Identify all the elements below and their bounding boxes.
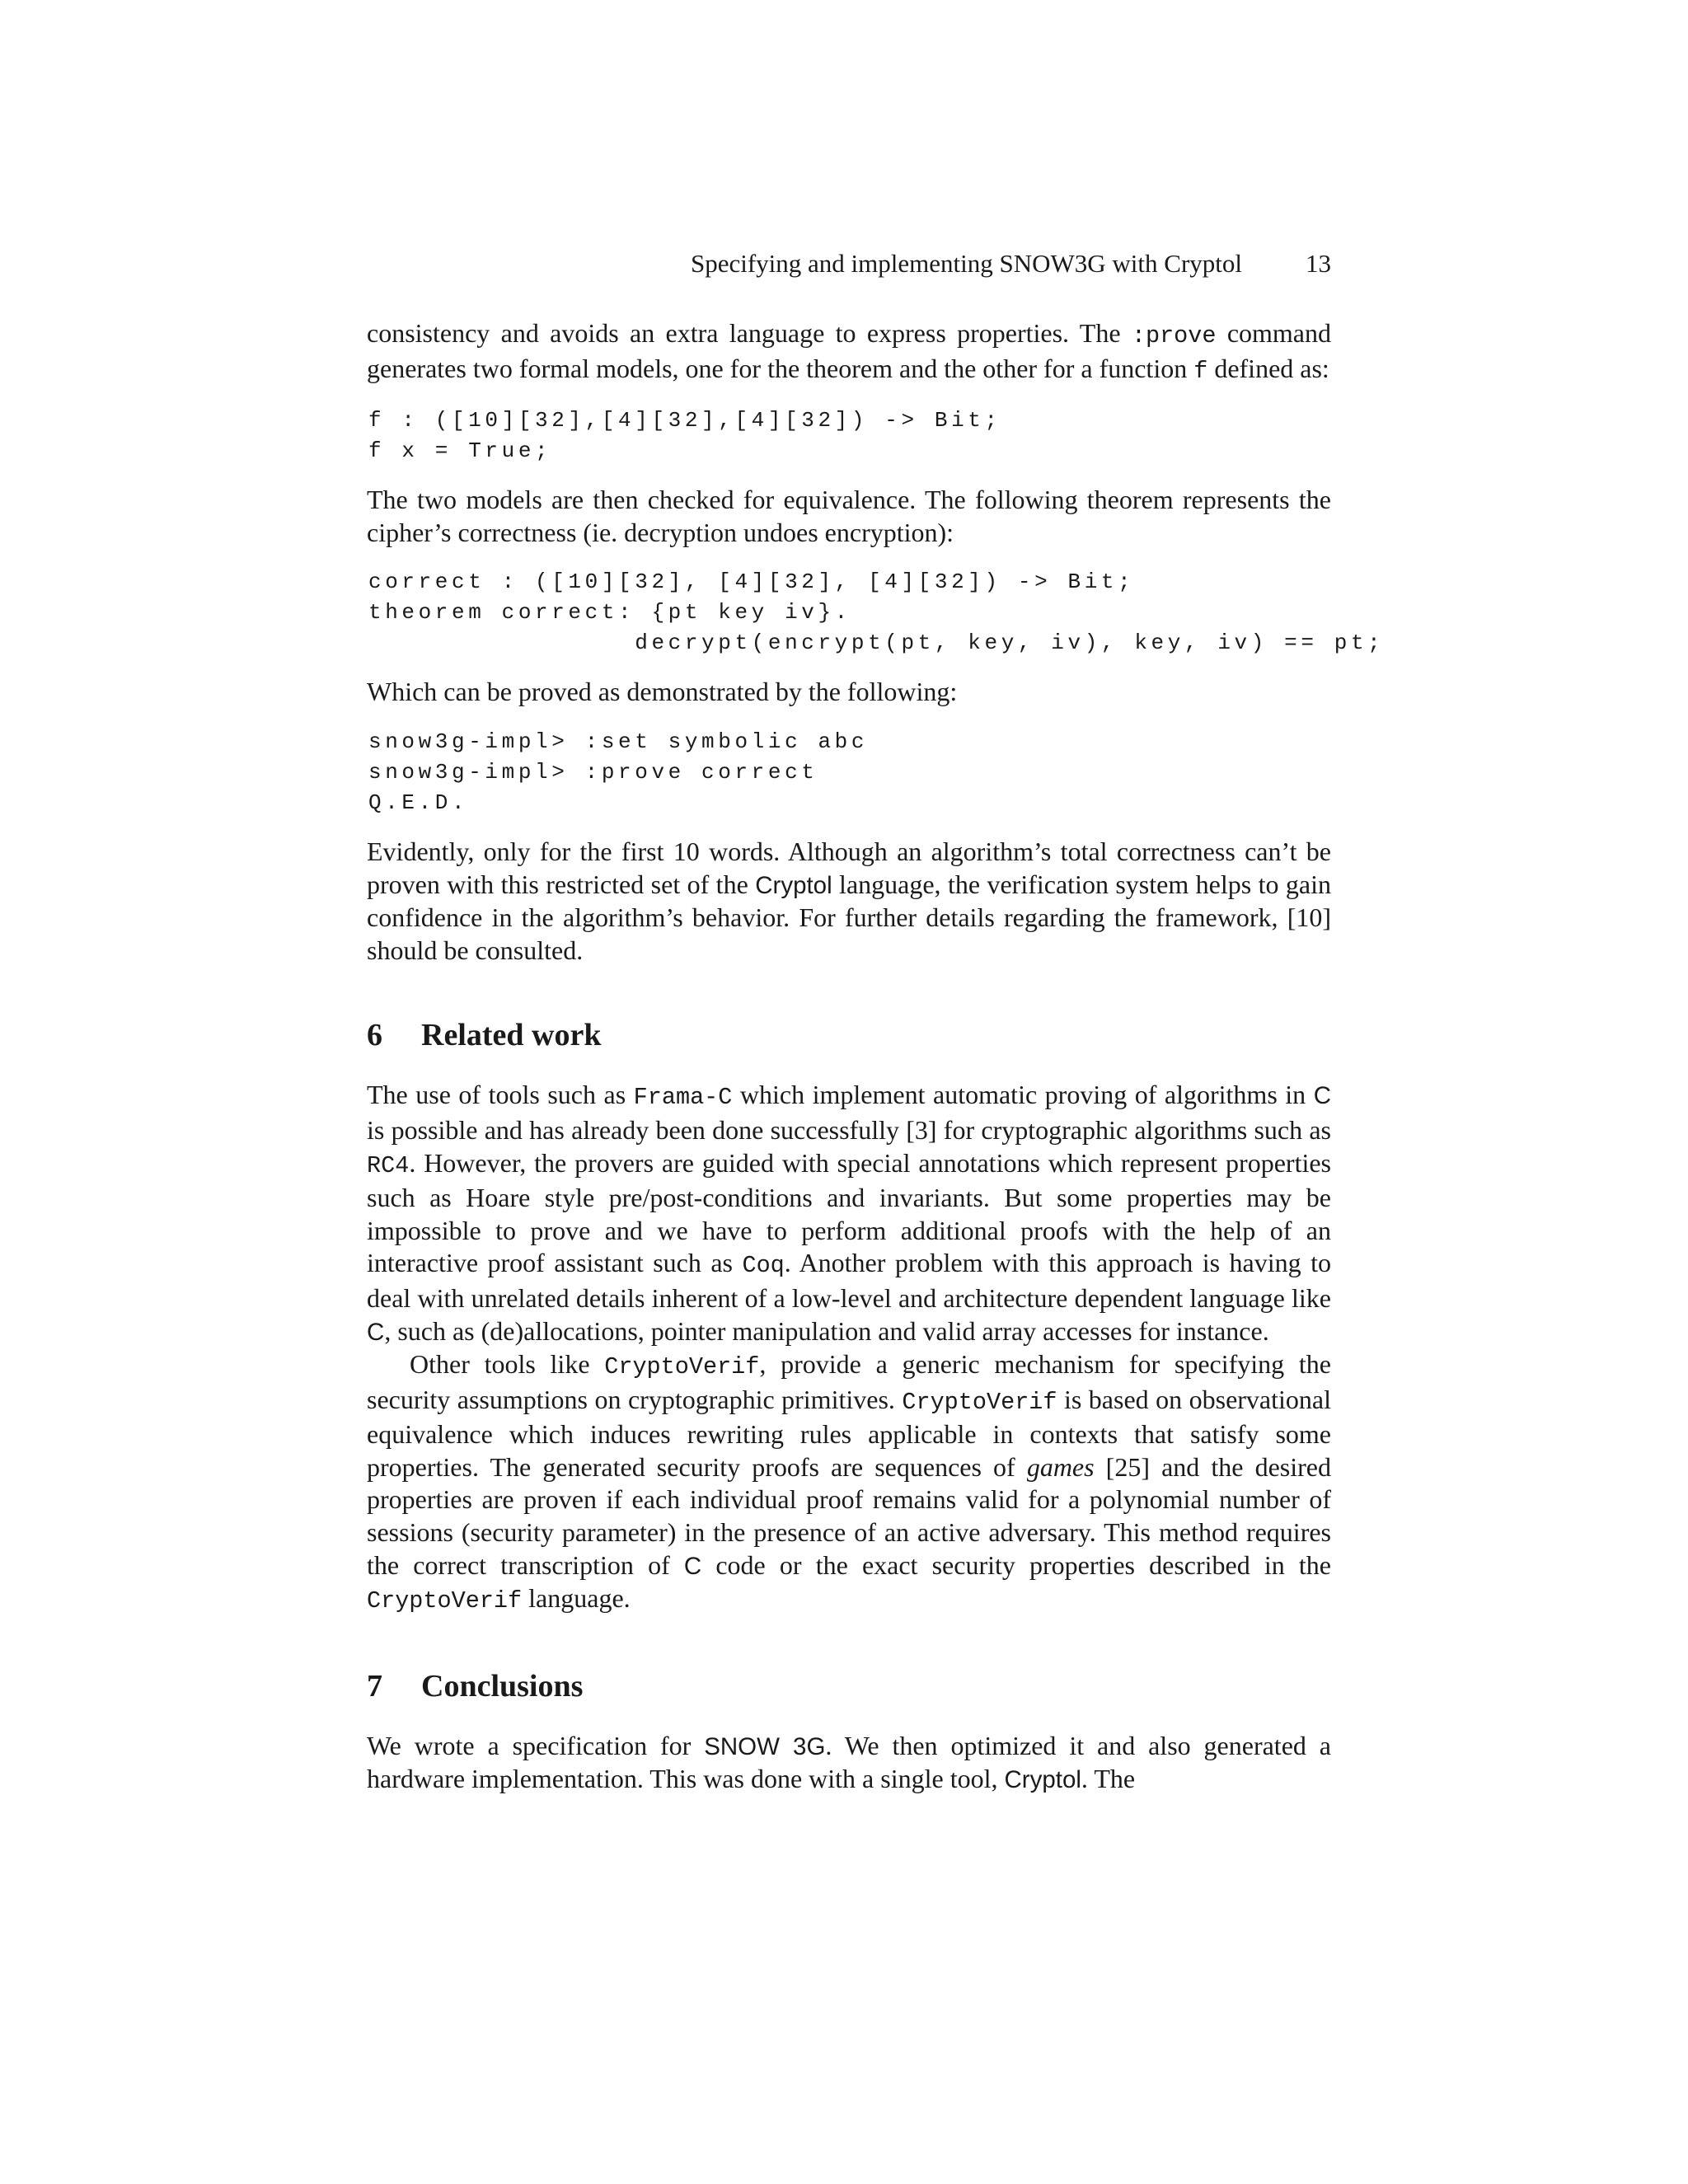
inline-code-rc4: RC4	[367, 1151, 410, 1179]
code-line: snow3g-impl> :prove correct	[368, 759, 818, 785]
inline-sans-c: C	[683, 1552, 702, 1580]
code-line: theorem correct: {pt key iv}.	[368, 600, 851, 626]
code-line: Q.E.D.	[368, 790, 469, 815]
inline-code-prove: :prove	[1131, 322, 1217, 349]
inline-sans-snow3g: SNOW 3G	[704, 1732, 826, 1760]
code-line: f x = True;	[368, 438, 552, 464]
code-block-theorem	[368, 567, 1385, 658]
code-line: f : ([10][32],[4][32],[4][32]) -> Bit;	[368, 408, 1001, 434]
page-number: 13	[1306, 249, 1331, 278]
inline-code-cryptoverif: CryptoVerif	[367, 1587, 523, 1615]
inline-code-cryptoverif: CryptoVerif	[902, 1388, 1057, 1416]
running-title: Specifying and implementing SNOW3G with Cryptol	[690, 249, 1242, 278]
code-block-session	[368, 727, 1331, 818]
paragraph-prove-command: consistency and avoids an extra language to express properties. The :prove command generates two formal models, one for the theorem and the other for a function f defined as:	[367, 318, 1332, 385]
inline-code-coq: Coq	[742, 1252, 785, 1280]
inline-code-f: f	[1193, 357, 1208, 385]
text-column	[367, 317, 1385, 1797]
code-block-function-f	[368, 405, 1331, 466]
paragraph-conclusions: We wrote a specification for SNOW 3G. We then optimized it and also generated a hardware implementation. This was done with a single tool, Cryptol. The	[367, 1730, 1331, 1794]
paragraph-frama-c: The use of tools such as Frama-C which implement automatic proving of algorithms in C is possible and has already been done successfully [3] for cryptographic algorithms such as RC4. However, the provers are guided with special annotations which represent properties such as Hoare style pre/post-conditions and invariants. But some properties may be impossible to prove and we have to perform additional proofs with the help of an interactive proof assistant such as Coq. Another problem with this approach is having to deal with unrelated details inherent of a low-level and architecture dependent language like C, such as (de)allocations, pointer manipulation and valid array accesses for instance.	[367, 1080, 1332, 1346]
inline-sans-c: C	[367, 1318, 385, 1346]
code-line: correct : ([10][32], [4][32], [4][32]) -> Bit;	[368, 569, 1135, 595]
code-line: decrypt(encrypt(pt, key, iv), key, iv) == pt;	[368, 630, 1385, 656]
section-number: 7	[367, 1668, 382, 1704]
inline-sans-c: C	[1313, 1082, 1332, 1110]
inline-code-frama-c: Frama-C	[633, 1084, 733, 1112]
paragraph-cryptoverif: Other tools like CryptoVerif, provide a generic mechanism for specifying the security assumptions on cryptographic primitives. CryptoVerif is based on observational equivalence which induces rewriting rules applicable in contexts that satisfy some properties. The generated security proofs are sequences of games [25] and the desired properties are proven if each individual proof remains valid for a polynomial number of sessions (security parameter) in the presence of an active adversary. This method requires the correct transcription of C code or the exact security properties described in the CryptoVerif language.	[367, 1349, 1332, 1615]
code-line: snow3g-impl> :set symbolic abc	[368, 729, 869, 754]
section-heading-conclusions	[367, 1667, 1331, 1705]
running-header	[367, 249, 1331, 282]
section-heading-related-work	[367, 1016, 1331, 1054]
inline-sans-cryptol: Cryptol	[755, 871, 832, 899]
paragraph-proved: Which can be proved as demonstrated by the following:	[367, 677, 958, 707]
section-title: Related work	[421, 1018, 602, 1053]
paragraph-evidently: Evidently, only for the first 10 words. Although an algorithm’s total correctness can’t be proven with this restricted set of the Cryptol language, the verification system helps to gain confidence in the algorithm’s behavior. For further details regarding the framework, [10] should be consulted.	[367, 836, 1331, 965]
inline-sans-cryptol: Cryptol	[1004, 1766, 1081, 1794]
section-title: Conclusions	[421, 1668, 584, 1704]
section-number: 6	[367, 1018, 382, 1053]
paragraph-equivalence: The two models are then checked for equivalence. The following theorem represents the cipher’s correctness (ie. decryption undoes encryption):	[367, 485, 1331, 547]
inline-code-cryptoverif: CryptoVerif	[604, 1353, 760, 1381]
emphasis-games: games	[1026, 1451, 1095, 1482]
